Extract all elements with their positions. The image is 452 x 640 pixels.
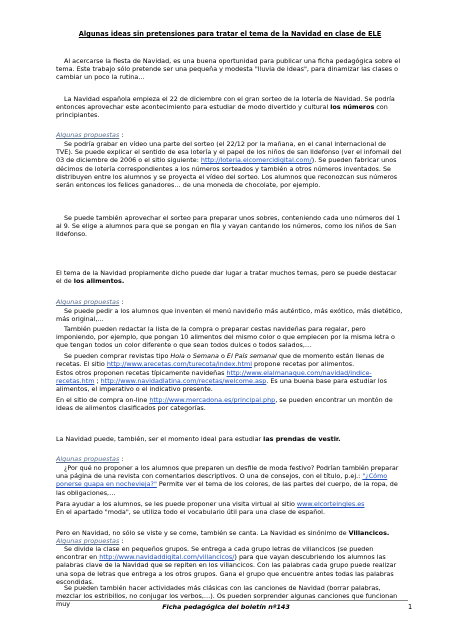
food-paragraph: El tema de la Navidad propiamente dicho puede dar lugar a tratar muchos temas, pero se puede destacar el de los alimentos. <box>56 269 397 286</box>
carols-paragraph: Pero en Navidad, no sólo se viste y se come, también se canta. La Navidad es sinónimo de Villancicos. <box>56 529 390 537</box>
proposals-label-2: Algunas propuestas : <box>56 298 124 306</box>
proposals-label-3: Algunas propuestas : <box>56 455 124 463</box>
food-proposal-sites: Estos otros proponen recetas típicamente navideñas http://www.elalmanaque.com/navidad/indice-recetas.htm ; http://www.navidadlatina.com/recetas/welcome.asp. Es una buena base para estudiar los alimentos, el imperativo o el indicativo presente. <box>56 369 387 394</box>
clothes-proposal-fashion: ¿Por qué no proponer a los alumnos que preparen un desfile de moda festivo? Podrían también preparar una página de una revista con comentarios descriptivos. O una de consejos, con el título, p.ej.: "¿Cómo ponerse guapa en nochevieja?" Permite ver el tema de los colores, de las partes del cuerpo, de la ropa, de las obligaciones,… <box>56 464 399 497</box>
carols-proposal-classic: Se pueden también hacer actividades más clásicas con las canciones de Navidad (borrar palabras, mezclar los estribillos, no conjugar los verbos,…). Os pueden sorprender algunas canciones que funcionan muy <box>56 584 398 609</box>
food-proposal-menu: Se puede pedir a los alumnos que inventen el menú navideño más auténtico, más exótico, más dietético, más original,… <box>56 307 403 324</box>
arecetas-link[interactable]: http://www.arecetas.com/turecota/index.html <box>106 360 252 369</box>
proposals-label-1: Algunas propuestas : <box>56 131 124 139</box>
document-title: Algunas ideas sin pretensiones para tratar el tema de la Navidad en clase de ELE <box>78 30 382 38</box>
corteingles-link[interactable]: www.elcorteingles.es <box>296 500 365 508</box>
lottery-paragraph: La Navidad española empieza el 22 de diciembre con el gran sorteo de la lotería de Navidad. Se podría entonces aprovechar este acontecimiento para estudiar de modo divertido y cultural los números con principiantes. <box>56 95 395 120</box>
footer-divider <box>56 600 408 601</box>
navidadlatina-link[interactable]: http://www.navidadlatina.com/recetas/welcome.asp <box>100 377 267 386</box>
elalmanaque-link[interactable]: http://www.elalmanaque.com/navidad/indice-recetas.htm <box>56 369 372 386</box>
lottery-proposal-2: Se puede también aprovechar el sorteo para preparar unos sobres, conteniendo cada uno números del 1 al 9. Se elige a alumnos para que se pongan en fila y vayan cantando los números, como los niños de San Ildefonso. <box>56 214 401 239</box>
lottery-proposal-1: Se podría grabar en vídeo una parte del sorteo (el 22/12 por la mañana, en el canal internacional de TVE). Se puede explicar el sentido de esa lotería y el papel de los niños de san Ildefonso (ver el infomail del 03 de diciembre de 2006 o el sitio siguiente: http://loteria.elcomercidigital.com/). Se pueden fabricar unos décimos de lotería correspondientes a los números sorteados y también a otros números inventados. Se distribuyen entre los alumnos y se proyecta el vídeo del sorteo. Los alumnos que reconozcan sus números serán entonces los felices ganadores… de una moneda de chocolate, por ejemplo. <box>56 140 402 190</box>
food-proposal-magazines: Se pueden comprar revistas tipo Hola o Semana o El País semanal que de momento están llenas de recetas. El sitio http://www.arecetas.com/turecota/index.html propone recetas por alimentos. <box>56 352 385 369</box>
proposals-label-4: Algunas propuestas : <box>56 537 124 545</box>
guapa-quote: "¿Cómo ponerse guapa en nochevieja?" <box>56 472 388 489</box>
food-proposal-mercadona: En el sitio de compra on-line http://www.mercadona.es/principal.php, se pueden encontrar un montón de ideas de alimentos clasificados por categorías. <box>56 396 393 413</box>
page-footer: Ficha pedagógica del boletín nº143 <box>162 603 290 611</box>
clothes-proposal-corteingles: Para ayudar a los alumnos, se les puede proponer una visita virtual al sitio www.elcorteingles.es <box>56 500 365 508</box>
loteria-link[interactable]: http://loteria.elcomercidigital.com/ <box>200 156 312 165</box>
carols-proposal-groups: Se divide la clase en pequeños grupos. Se entrega a cada grupo letras de villancicos (se pueden encontrar en http://www.navidaddigital.com/villancicos/) para que vayan descubriendo los alumnos las palabras clave de la Navidad que se repiten en los villancicos. Con las palabras cada grupo puede realizar una sopa de letras que entrega a los otros grupos. Gana el grupo que encuentre antes todas las palabras escondidas. <box>56 545 397 586</box>
intro-paragraph: Al acercarse la fiesta de Navidad, es una buena oportunidad para publicar una ficha pedagógica sobre el tema. Este trabajo sólo pretende ser una pequeña y modesta "lluvia de ideas", para dinamizar las clases o cambiar un poco la rutina… <box>56 57 401 82</box>
mercadona-link[interactable]: http://www.mercadona.es/principal.php <box>149 396 276 404</box>
page-number: 1 <box>408 603 413 611</box>
food-proposal-list: También pueden redactar la lista de la compra o preparar cestas navideñas para regalar, pero imponiendo, por ejemplo, que pongan 10 alimentos del mismo color o que empiecen por la misma letra o que tengan todos un color diferente o que sean todos dulces o todos salados,… <box>56 325 395 350</box>
villancicos-link[interactable]: http://www.navidaddigital.com/villancicos/ <box>99 553 235 562</box>
clothes-paragraph: La Navidad puede, también, ser el momento ideal para estudiar las prendas de vestir. <box>56 435 341 443</box>
clothes-proposal-moda: En el apartado "moda", se utiliza todo el vocabulario útil para una clase de español. <box>56 508 325 516</box>
